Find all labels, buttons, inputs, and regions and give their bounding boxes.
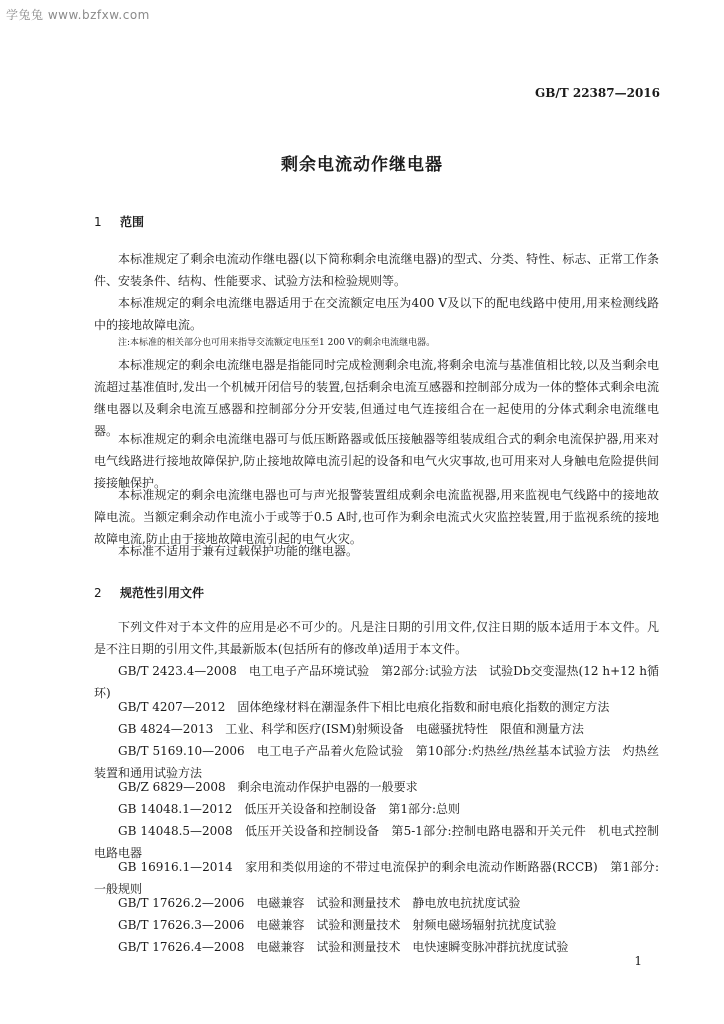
reference-item: GB/T 4207—2012 固体绝缘材料在潮湿条件下相比电痕化指数和耐电痕化指数的测定方法: [118, 700, 610, 714]
paragraph-scope-1: 本标准规定了剩余电流动作继电器(以下简称剩余电流继电器)的型式、分类、特性、标志、正常工作条件、安装条件、结构、性能要求、试验方法和检验规则等。: [94, 252, 659, 288]
paragraph-scope-6: 本标准不适用于兼有过载保护功能的继电器。: [118, 544, 359, 558]
note-scope: 注:本标准的相关部分也可用来指导交流额定电压至1 200 V的剩余电流继电器。: [118, 338, 436, 348]
reference-item: GB 16916.1—2014 家用和类似用途的不带过电流保护的剩余电流动作断路器(RCCB) 第1部分:一般规则: [94, 860, 659, 896]
paragraph-scope-5: 本标准规定的剩余电流继电器也可与声光报警装置组成剩余电流监视器,用来监视电气线路中的接地故障电流。当额定剩余动作电流小于或等于0.5 A时,也可作为剩余电流式火灾监控装置,用于监视系统的接地故障电流,防止由于接地故障电流引起的电气火灾。: [94, 488, 659, 546]
reference-item: GB 14048.1—2012 低压开关设备和控制设备 第1部分:总则: [118, 802, 461, 816]
page-number: 1: [634, 954, 642, 968]
reference-item: GB 4824—2013 工业、科学和医疗(ISM)射频设备 电磁骚扰特性 限值和测量方法: [118, 722, 584, 736]
paragraph-scope-3: 本标准规定的剩余电流继电器是指能同时完成检测剩余电流,将剩余电流与基准值相比较,以及当剩余电流超过基准值时,发出一个机械开闭信号的装置,包括剩余电流互感器和控制部分成为一体的整体式剩余电流继电器以及剩余电流互感器和控制部分分开安装,但通过电气连接组合在一起使用的分体式剩余电流继电器。: [94, 358, 659, 438]
section-2-title: 规范性引用文件: [120, 586, 205, 600]
section-2-heading: [94, 584, 204, 601]
section-1-title: 范围: [120, 215, 145, 229]
reference-item: GB/Z 6829—2008 剩余电流动作保护电器的一般要求: [118, 780, 418, 794]
reference-item: GB 14048.5—2008 低压开关设备和控制设备 第5-1部分:控制电路电器和开关元件 机电式控制电路电器: [94, 824, 659, 860]
reference-item: GB/T 17626.3—2006 电磁兼容 试验和测量技术 射频电磁场辐射抗扰度试验: [118, 918, 557, 932]
section-2-number: 2: [94, 586, 102, 600]
reference-item: GB/T 5169.10—2006 电工电子产品着火危险试验 第10部分:灼热丝/热丝基本试验方法 灼热丝装置和通用试验方法: [94, 744, 659, 780]
reference-item: GB/T 17626.2—2006 电磁兼容 试验和测量技术 静电放电抗扰度试验: [118, 896, 521, 910]
paragraph-references-intro: 下列文件对于本文件的应用是必不可少的。凡是注日期的引用文件,仅注日期的版本适用于本文件。凡是不注日期的引用文件,其最新版本(包括所有的修改单)适用于本文件。: [94, 620, 659, 656]
standard-number: GB/T 22387—2016: [534, 86, 660, 100]
paragraph-scope-2: 本标准规定的剩余电流继电器适用于在交流额定电压为400 V及以下的配电线路中使用,用来检测线路中的接地故障电流。: [94, 296, 659, 332]
watermark: 学兔兔 www.bzfxw.com: [6, 8, 150, 22]
document-title: 剩余电流动作继电器: [281, 155, 443, 175]
paragraph-scope-4: 本标准规定的剩余电流继电器可与低压断路器或低压接触器等组装成组合式的剩余电流保护器,用来对电气线路进行接地故障保护,防止接地故障电流引起的设备和电气火灾事故,也可用来对人身触电危险提供间接接触保护。: [94, 432, 659, 490]
reference-item: GB/T 17626.4—2008 电磁兼容 试验和测量技术 电快速瞬变脉冲群抗扰度试验: [118, 940, 569, 954]
section-1-heading: [94, 213, 144, 230]
section-1-number: 1: [94, 215, 102, 229]
reference-item: GB/T 2423.4—2008 电工电子产品环境试验 第2部分:试验方法 试验Db交变湿热(12 h+12 h循环): [94, 664, 659, 700]
